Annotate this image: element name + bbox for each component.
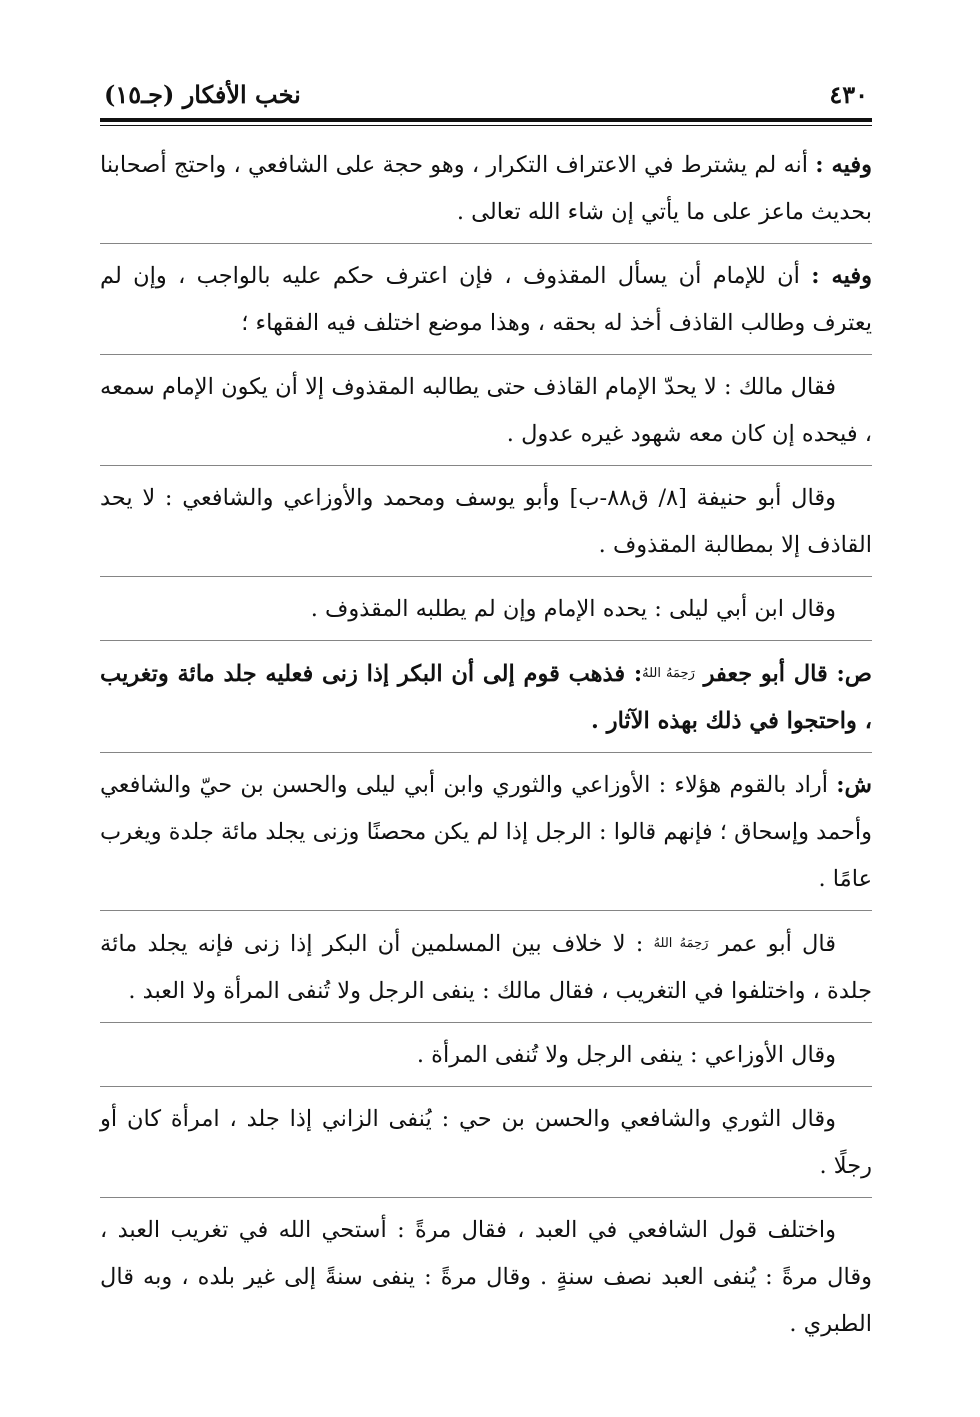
paragraph-separator — [100, 465, 872, 466]
page-number: ٤٣٠ — [829, 80, 868, 109]
lead-word: ص: — [836, 661, 872, 687]
page-header — [100, 78, 872, 118]
paragraph-text: واختلف قول الشافعي في العبد ، فقال مرةً : أستحي الله في تغريب العبد ، وقال مرةً : يُنفى العبد نصف سنةٍ . وقال مرةً : ينفى سنةً إلى غير بلده ، وبه قال الطبري . — [100, 1217, 872, 1337]
paragraph-5 — [100, 586, 872, 633]
header-rule-thick — [100, 118, 872, 122]
paragraph-separator — [100, 752, 872, 753]
paragraph-2 — [100, 253, 872, 347]
paragraph-text: وقال الأوزاعي : ينفى الرجل ولا تُنفى المرأة . — [416, 1042, 836, 1068]
paragraph-separator — [100, 1022, 872, 1023]
paragraph-text: وقال ابن أبي ليلى : يحده الإمام وإن لم يطلبه المقذوف . — [310, 596, 836, 622]
paragraph-separator — [100, 910, 872, 911]
book-title: نخب الأفكار (جـ١٥) — [104, 80, 301, 109]
paragraph-separator — [100, 576, 872, 577]
lead-word: ش: — [836, 772, 872, 798]
paragraph-6 — [100, 650, 872, 745]
paragraph-4 — [100, 475, 872, 569]
paragraph-separator — [100, 1197, 872, 1198]
paragraph-pre: قال أبو جعفر — [694, 661, 837, 687]
paragraph-separator — [100, 640, 872, 641]
paragraph-separator — [100, 243, 872, 244]
paragraph-text: : لا خلاف بين المسلمين أن البكر إذا زنى فإنه يجلد مائة جلدة ، واختلفوا في التغريب ، فقال مالك : ينفى الرجل ولا تُنفى المرأة ولا العبد . — [100, 931, 872, 1004]
paragraph-text: : فذهب قوم إلى أن البكر إذا زنى فعليه جلد مائة وتغريب ، واحتجوا في ذلك بهذه الآثار . — [100, 661, 872, 734]
paragraph-8 — [100, 920, 872, 1015]
paragraph-text: وقال أبو حنيفة [٨/ ق٨٨-ب] وأبو يوسف ومحمد والأوزاعي والشافعي : لا يحد القاذف إلا بمطالبة المقذوف . — [100, 485, 872, 558]
body-text — [100, 142, 872, 1348]
paragraph-text: فقال مالك : لا يحدّ الإمام القاذف حتى يطالبه المقذوف إلا أن يكون الإمام سمعه ، فيحده إن كان معه شهود غيره عدول . — [100, 374, 872, 447]
honorific: رَحِمَهُ اللهُ — [642, 666, 695, 681]
paragraph-9 — [100, 1032, 872, 1079]
paragraph-3 — [100, 364, 872, 458]
header-rule-thin — [100, 125, 872, 126]
paragraph-text: أنه لم يشترط في الاعتراف التكرار ، وهو حجة على الشافعي ، واحتج أصحابنا بحديث ماعز على ما يأتي إن شاء الله تعالى . — [100, 152, 872, 225]
lead-word: وفيه : — [815, 152, 872, 178]
paragraph-text: أراد بالقوم هؤلاء : الأوزاعي والثوري وابن أبي ليلى والحسن بن حيّ والشافعي وأحمد وإسحاق ؛ فإنهم قالوا : الرجل إذا لم يكن محصنًا وزنى يجلد مائة جلدة ويغرب عامًا . — [100, 772, 872, 892]
honorific: رَحِمَهُ اللهُ — [653, 936, 709, 951]
paragraph-7 — [100, 762, 872, 903]
paragraph-separator — [100, 354, 872, 355]
paragraph-separator — [100, 1086, 872, 1087]
paragraph-text: أن للإمام أن يسأل المقذوف ، فإن اعترف حكم عليه بالواجب ، وإن لم يعترف وطالب القاذف أخذ له بحقه ، وهذا موضع اختلف فيه الفقهاء ؛ — [100, 263, 872, 336]
paragraph-pre: قال أبو عمر — [708, 931, 837, 957]
lead-word: وفيه : — [811, 263, 872, 289]
paragraph-1 — [100, 142, 872, 236]
paragraph-10 — [100, 1096, 872, 1190]
paragraph-text: وقال الثوري والشافعي والحسن بن حي : يُنفى الزاني إذا جلد ، امرأة كان أو رجلًا . — [100, 1106, 872, 1179]
paragraph-11 — [100, 1207, 872, 1348]
